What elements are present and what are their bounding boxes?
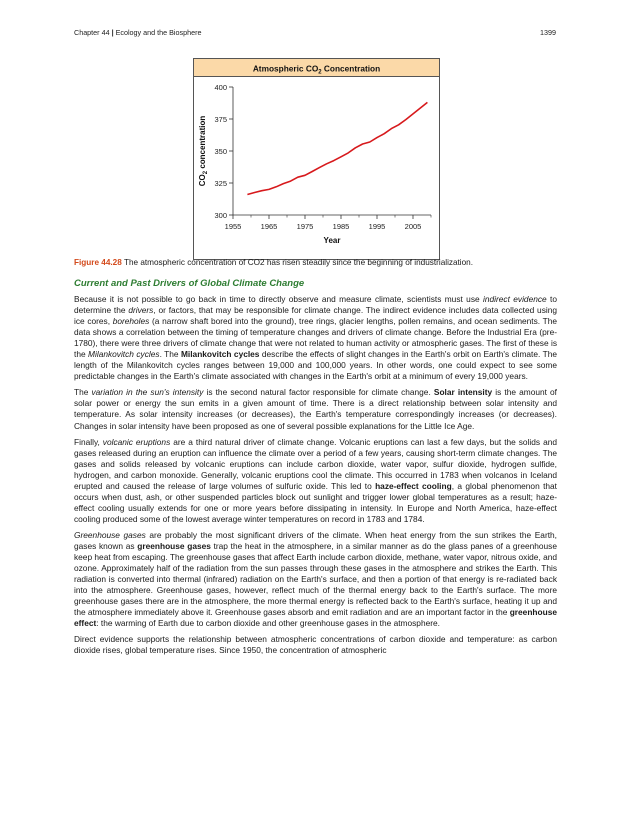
chart-title: Atmospheric $CO_2$ Concentration xyxy=(252,63,381,76)
paragraph-volcanic-eruptions: Finally, volcanic eruptions are a third natural driver of climate change. Volcanic eruptions can last a few days, but the solids and gases released during an eruption can influence the climate over a period of a few years, causing short-term climate changes. The gases and solids released by volcanic eruptions can include carbon dioxide, water vapor, sulfur dioxide, hydrogen sulfide, hydrogen, and carbon monoxide. Generally, volcanic eruptions cool the climate. This occurred in 1783 when volcanos in Iceland erupted and caused the release of large volumes of sulfuric oxide. This led to haze-effect cooling, a global phenomenon that occurs when dust, ash, or other suspended particles block out sunlight and trigger lower global temperatures as a result; haze-effect cooling usually extends for one or more years before dissipating in intensity. In Europe and North America, haze-effect cooling produced some of the lowest average winter temperatures on record in 1783 and 1784. xyxy=(74,436,557,524)
y-tick-label: 325 xyxy=(214,178,227,188)
figure-label: Figure 44.28 xyxy=(74,258,122,267)
term-greenhouse-effect: greenhouse effect xyxy=(74,607,557,629)
page-header xyxy=(74,28,556,37)
term-solar-intensity: Solar intensity xyxy=(433,387,493,398)
paragraph-milankovitch: Because it is not possible to go back in time to directly observe and measure climate, scientists must use indirect evidence to determine the drivers, or factors, that may be responsible for climate change. The indirect evidence includes data collected using ice cores, boreholes (a narrow shaft bored into the ground), tree rings, glacier lengths, pollen remains, and ocean sediments. The data shows a correlation between the timing of temperature changes and drivers of climate change. Before the Industrial Era (pre-1780), there were three drivers of climate change that were not related to human activity or atmospheric gases. The first of these is the Milankovitch cycles. The Milankovitch cycles describe the effects of slight changes in the Earth's orbit on Earth's climate. The length of the Milankovitch cycles ranges between 19,000 and 100,000 years. In other words, one could expect to see some predictable changes in the Earth's climate associated with changes in the Earth's orbit at a minimum of every 19,000 years. xyxy=(74,294,557,382)
section-title: Current and Past Drivers of Global Climate Change xyxy=(74,278,305,289)
chapter-title: Ecology and the Biosphere xyxy=(115,28,202,37)
header-separator: | xyxy=(111,28,114,37)
co2-chart-figure xyxy=(193,58,440,260)
term-haze-effect-cooling: haze-effect cooling xyxy=(375,480,452,491)
y-tick-label: 375 xyxy=(214,114,227,124)
x-tick-label: 1955 xyxy=(224,222,242,231)
y-tick-label: 350 xyxy=(214,146,227,156)
x-tick-label: 1995 xyxy=(368,222,386,231)
figure-caption-text: The atmospheric concentration of CO2 has risen steadily since the beginning of industrialization. xyxy=(123,258,474,267)
paragraph-solar-intensity: The variation in the sun's intensity is the second natural factor responsible for climate change. Solar intensity is the amount of solar power or energy the sun emits in a given amount of time. There is a direct relationship between solar intensity and temperature. As solar intensity increases (or decreases), the Earth's temperature correspondingly increases (or decreases). Changes in solar intensity have been proposed as one of several possible explanations for the Little Ice Age. xyxy=(74,387,557,431)
co2-line-chart xyxy=(193,58,440,260)
y-tick-label: 300 xyxy=(214,210,227,220)
y-tick-label: 400 xyxy=(214,82,227,92)
paragraph-greenhouse-gases: Greenhouse gases are probably the most significant drivers of the climate. When heat energy from the sun strikes the Earth, gases known as greenhouse gases trap the heat in the atmosphere, in a similar manner as do the glass panes of a greenhouse keep heat from escaping. The greenhouse gases that affect Earth include carbon dioxide, methane, water vapor, nitrous oxide, and ozone. Approximately half of the radiation from the sun passes through these gases in the atmosphere and strikes the Earth. This radiation is converted into thermal (infrared) radiation on the Earth's surface, and then a portion of that energy is re-radiated back into the atmosphere. Greenhouse gases, however, reflect much of the thermal energy back to the Earth's surface. The more greenhouse gases there are in the atmosphere, the more thermal energy is reflected back to the Earth's surface, heating it up and the atmosphere immediately above it. Greenhouse gases absorb and emit radiation and are an important factor in the greenhouse effect: the warming of Earth due to carbon dioxide and other greenhouse gases in the atmosphere. xyxy=(74,529,558,629)
page-number: 1399 xyxy=(540,28,556,37)
term-greenhouse-gases: greenhouse gases xyxy=(137,540,211,551)
body-text xyxy=(74,294,557,661)
x-tick-label: 2005 xyxy=(404,222,422,231)
x-tick-label: 1985 xyxy=(332,222,350,231)
x-tick-label: 1965 xyxy=(260,222,278,231)
figure-caption xyxy=(74,257,564,268)
chapter-label: Chapter 44 xyxy=(74,28,110,37)
term-milankovitch-cycles: Milankovitch cycles xyxy=(180,349,260,360)
y-axis-label: $CO_2$ concentration xyxy=(198,115,209,187)
x-tick-label: 1975 xyxy=(296,222,314,231)
paragraph-direct-evidence: Direct evidence supports the relationship between atmospheric concentrations of carbon dioxide and temperature: as carbon dioxide rises, global temperature rises. Since 1950, the concentration of atmospheric xyxy=(74,634,557,656)
x-axis-label: Year xyxy=(323,236,341,245)
